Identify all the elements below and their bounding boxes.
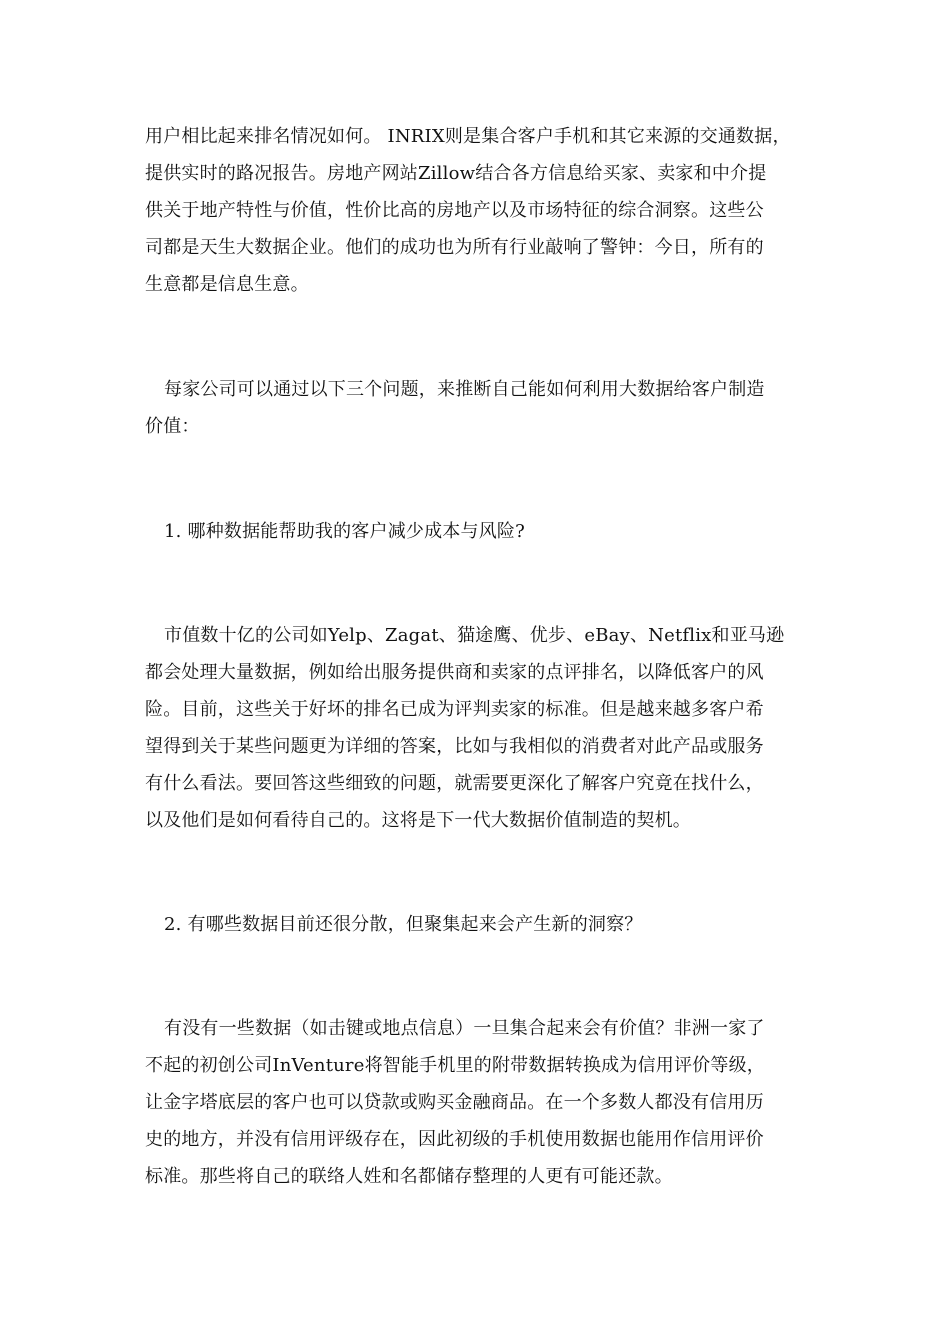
question-1-heading: 1. 哪种数据能帮助我的客户减少成本与风险? bbox=[164, 521, 525, 542]
paragraph-4-line-4: 史的地方，并没有信用评级存在，因此初级的手机使用数据也能用作信用评价 bbox=[145, 1129, 764, 1150]
paragraph-3-line-2: 都会处理大量数据，例如给出服务提供商和卖家的点评排名，以降低客户的风 bbox=[145, 662, 764, 683]
paragraph-3-line-5: 有什么看法。要回答这些细致的问题，就需要更深化了解客户究竟在找什么， bbox=[145, 773, 764, 794]
paragraph-4-line-2: 不起的初创公司InVenture将智能手机里的附带数据转换成为信用评价等级， bbox=[145, 1055, 765, 1076]
paragraph-3-line-4: 望得到关于某些问题更为详细的答案，比如与我相似的消费者对此产品或服务 bbox=[145, 736, 764, 757]
paragraph-1-line-4: 司都是天生大数据企业。他们的成功也为所有行业敲响了警钟：今日，所有的 bbox=[145, 237, 764, 258]
paragraph-4-line-5: 标准。那些将自己的联络人姓和名都储存整理的人更有可能还款。 bbox=[145, 1166, 673, 1187]
paragraph-3-line-3: 险。目前，这些关于好坏的排名已成为评判卖家的标准。但是越来越多客户希 bbox=[145, 699, 764, 720]
question-2-heading: 2. 有哪些数据目前还很分散，但聚集起来会产生新的洞察？ bbox=[164, 914, 643, 935]
paragraph-3-line-1: 市值数十亿的公司如Yelp、Zagat、猫途鹰、优步、eBay、Netflix和亚马逊 bbox=[164, 625, 785, 646]
paragraph-1-line-5: 生意都是信息生意。 bbox=[145, 274, 309, 295]
paragraph-4-line-1: 有没有一些数据（如击键或地点信息）一旦集合起来会有价值？非洲一家了 bbox=[164, 1018, 765, 1039]
paragraph-2-line-1: 每家公司可以通过以下三个问题，来推断自己能如何利用大数据给客户制造 bbox=[164, 379, 765, 400]
paragraph-1-line-1: 用户相比起来排名情况如何。 INRIX则是集合客户手机和其它来源的交通数据， bbox=[145, 126, 791, 147]
paragraph-3-line-6: 以及他们是如何看待自己的。这将是下一代大数据价值制造的契机。 bbox=[145, 810, 691, 831]
paragraph-1-line-2: 提供实时的路况报告。房地产网站Zillow结合各方信息给买家、卖家和中介提 bbox=[145, 163, 767, 184]
paragraph-1-line-3: 供关于地产特性与价值，性价比高的房地产以及市场特征的综合洞察。这些公 bbox=[145, 200, 764, 221]
paragraph-2-line-2: 价值： bbox=[145, 416, 200, 437]
paragraph-4-line-3: 让金字塔底层的客户也可以贷款或购买金融商品。在一个多数人都没有信用历 bbox=[145, 1092, 764, 1113]
